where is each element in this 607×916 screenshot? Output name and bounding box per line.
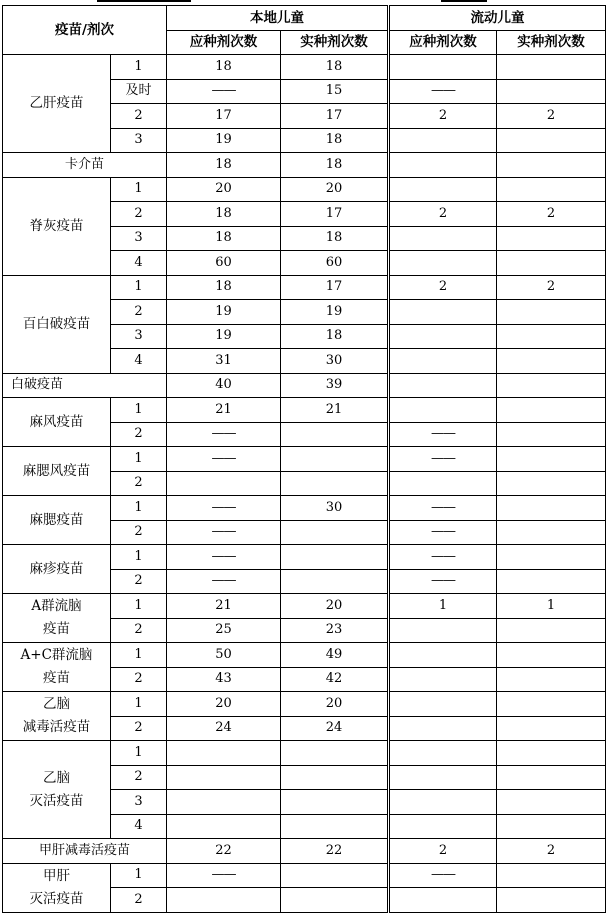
local-actual [281, 520, 389, 545]
migrant-actual [497, 692, 606, 717]
dose-number: 3 [111, 128, 167, 153]
local-actual: 17 [281, 104, 389, 129]
migrant-planned [389, 692, 497, 717]
migrant-actual [497, 422, 606, 447]
local-planned: 19 [167, 324, 281, 349]
dose-number: 3 [111, 790, 167, 815]
migrant-planned [389, 618, 497, 643]
vaccine-name [3, 643, 111, 692]
local-planned: —— [167, 520, 281, 545]
dose-number: 1 [111, 741, 167, 766]
migrant-planned [389, 226, 497, 251]
migrant-planned [389, 790, 497, 815]
local-actual: 18 [281, 128, 389, 153]
migrant-actual [497, 373, 606, 398]
dose-number: 及时 [111, 79, 167, 104]
dose-number: 4 [111, 814, 167, 839]
migrant-planned [389, 373, 497, 398]
local-actual: 23 [281, 618, 389, 643]
local-actual: 18 [281, 226, 389, 251]
migrant-actual: 2 [497, 104, 606, 129]
migrant-actual [497, 55, 606, 80]
migrant-actual [497, 888, 606, 913]
local-actual [281, 814, 389, 839]
dose-number: 2 [111, 569, 167, 594]
migrant-planned [389, 643, 497, 668]
dose-number: 2 [111, 300, 167, 325]
local-actual: 18 [281, 324, 389, 349]
local-actual: 17 [281, 202, 389, 227]
dose-number: 1 [111, 55, 167, 80]
local-planned: 18 [167, 226, 281, 251]
vaccination-table [2, 5, 606, 913]
local-actual: 17 [281, 275, 389, 300]
migrant-planned: —— [389, 447, 497, 472]
vaccine-name: 麻风疫苗 [3, 398, 111, 447]
local-actual [281, 422, 389, 447]
migrant-actual [497, 128, 606, 153]
vaccine-name: 卡介苗 [3, 153, 167, 178]
migrant-actual [497, 447, 606, 472]
table-row [3, 275, 606, 300]
migrant-actual [497, 349, 606, 374]
local-planned [167, 790, 281, 815]
migrant-actual [497, 790, 606, 815]
dose-number: 2 [111, 765, 167, 790]
migrant-actual [497, 300, 606, 325]
migrant-planned: 1 [389, 594, 497, 619]
migrant-actual [497, 618, 606, 643]
table-row [3, 692, 606, 717]
local-children-header: 本地儿童 [167, 6, 389, 31]
dose-number: 4 [111, 251, 167, 276]
table-row [3, 863, 606, 888]
vaccine-name [3, 741, 111, 839]
migrant-actual [497, 177, 606, 202]
local-actual: 60 [281, 251, 389, 276]
migrant-planned: —— [389, 520, 497, 545]
top-rule-right [441, 0, 487, 2]
dose-number: 1 [111, 643, 167, 668]
migrant-planned: —— [389, 545, 497, 570]
table-row [3, 545, 606, 570]
local-planned: 21 [167, 398, 281, 423]
vaccine-name-line2: 灭活疫苗 [29, 792, 84, 809]
table-row [3, 839, 606, 864]
migrant-planned [389, 300, 497, 325]
local-actual: 20 [281, 692, 389, 717]
dose-number: 1 [111, 447, 167, 472]
vaccine-name-line2: 减毒活疫苗 [22, 719, 91, 735]
local-actual [281, 471, 389, 496]
local-actual [281, 790, 389, 815]
migrant-actual: 2 [497, 275, 606, 300]
dose-number: 2 [111, 716, 167, 741]
local-actual: 30 [281, 349, 389, 374]
dose-number: 2 [111, 520, 167, 545]
local-planned-header: 应种剂次数 [167, 30, 281, 55]
migrant-planned: 2 [389, 202, 497, 227]
dose-number: 2 [111, 104, 167, 129]
migrant-planned [389, 177, 497, 202]
vaccine-name-line2: 疫苗 [43, 621, 70, 637]
local-planned: —— [167, 422, 281, 447]
vaccine-name-line1: 甲肝 [43, 867, 70, 884]
migrant-planned [389, 349, 497, 374]
migrant-actual [497, 79, 606, 104]
migrant-planned [389, 741, 497, 766]
vaccine-dose-header: 疫苗/剂次 [3, 6, 167, 55]
local-actual [281, 888, 389, 913]
local-actual: 18 [281, 55, 389, 80]
vaccine-name: 麻疹疫苗 [3, 545, 111, 594]
migrant-planned [389, 128, 497, 153]
dose-number: 1 [111, 496, 167, 521]
local-actual [281, 863, 389, 888]
table-row [3, 55, 606, 80]
migrant-actual [497, 324, 606, 349]
migrant-actual [497, 863, 606, 888]
migrant-planned: —— [389, 79, 497, 104]
migrant-actual: 1 [497, 594, 606, 619]
table-row [3, 643, 606, 668]
migrant-actual-header: 实种剂次数 [497, 30, 606, 55]
dose-number: 2 [111, 422, 167, 447]
migrant-planned [389, 765, 497, 790]
migrant-actual: 2 [497, 202, 606, 227]
dose-number: 1 [111, 398, 167, 423]
vaccine-name [3, 692, 111, 741]
migrant-actual [497, 716, 606, 741]
local-planned: —— [167, 496, 281, 521]
dose-number: 2 [111, 618, 167, 643]
local-planned: —— [167, 863, 281, 888]
local-actual: 22 [281, 839, 389, 864]
migrant-planned [389, 471, 497, 496]
local-actual-header: 实种剂次数 [281, 30, 389, 55]
local-planned: 31 [167, 349, 281, 374]
dose-number: 1 [111, 545, 167, 570]
migrant-actual [497, 251, 606, 276]
migrant-planned [389, 153, 497, 178]
vaccine-name [3, 863, 111, 912]
local-planned: 18 [167, 153, 281, 178]
migrant-planned [389, 251, 497, 276]
local-planned: 50 [167, 643, 281, 668]
local-actual [281, 447, 389, 472]
vaccine-name: 百白破疫苗 [3, 275, 111, 373]
vaccine-name: 白破疫苗 [3, 373, 167, 398]
dose-number: 2 [111, 202, 167, 227]
table-row [3, 447, 606, 472]
local-planned: 22 [167, 839, 281, 864]
migrant-actual [497, 643, 606, 668]
migrant-actual [497, 226, 606, 251]
dose-number: 3 [111, 324, 167, 349]
local-actual [281, 545, 389, 570]
local-planned: 43 [167, 667, 281, 692]
local-planned: 18 [167, 55, 281, 80]
table-row [3, 594, 606, 619]
local-planned: 19 [167, 300, 281, 325]
local-planned: 25 [167, 618, 281, 643]
local-planned: 40 [167, 373, 281, 398]
migrant-planned [389, 667, 497, 692]
migrant-planned: 2 [389, 275, 497, 300]
local-actual: 15 [281, 79, 389, 104]
migrant-planned [389, 814, 497, 839]
migrant-actual: 2 [497, 839, 606, 864]
local-actual: 24 [281, 716, 389, 741]
dose-number: 2 [111, 667, 167, 692]
migrant-actual [497, 471, 606, 496]
dose-number: 1 [111, 863, 167, 888]
dose-number: 1 [111, 692, 167, 717]
local-planned: —— [167, 545, 281, 570]
local-actual: 21 [281, 398, 389, 423]
local-planned: —— [167, 79, 281, 104]
header-row-1 [3, 6, 606, 31]
top-rule-left [97, 0, 191, 2]
local-planned: 18 [167, 202, 281, 227]
local-planned: —— [167, 447, 281, 472]
vaccine-name-line1: A群流脑 [31, 598, 82, 614]
vaccine-name: 麻腮疫苗 [3, 496, 111, 545]
migrant-actual [497, 545, 606, 570]
table-row [3, 398, 606, 423]
local-planned: 24 [167, 716, 281, 741]
local-planned: 20 [167, 177, 281, 202]
migrant-planned [389, 888, 497, 913]
local-planned: 17 [167, 104, 281, 129]
local-actual: 20 [281, 594, 389, 619]
local-planned: 60 [167, 251, 281, 276]
local-actual: 49 [281, 643, 389, 668]
vaccine-name: 乙肝疫苗 [3, 55, 111, 153]
local-planned: 19 [167, 128, 281, 153]
migrant-planned: 2 [389, 104, 497, 129]
vaccine-name-line1: A+C群流脑 [20, 647, 93, 663]
migrant-planned: 2 [389, 839, 497, 864]
dose-number: 3 [111, 226, 167, 251]
table-row [3, 741, 606, 766]
migrant-children-header: 流动儿童 [389, 6, 606, 31]
vaccine-name: 麻腮风疫苗 [3, 447, 111, 496]
vaccine-name: 甲肝减毒活疫苗 [3, 839, 167, 864]
dose-number: 1 [111, 594, 167, 619]
local-actual: 20 [281, 177, 389, 202]
vaccine-name [3, 594, 111, 643]
dose-number: 2 [111, 471, 167, 496]
migrant-actual [497, 569, 606, 594]
local-planned [167, 741, 281, 766]
migrant-actual [497, 520, 606, 545]
table-row [3, 153, 606, 178]
local-planned [167, 814, 281, 839]
local-actual [281, 765, 389, 790]
migrant-planned [389, 398, 497, 423]
vaccine-name-line2: 灭活疫苗 [29, 890, 84, 907]
local-planned [167, 888, 281, 913]
vaccine-name-line1: 乙脑 [43, 769, 70, 786]
migrant-actual [497, 814, 606, 839]
migrant-planned: —— [389, 569, 497, 594]
local-actual: 19 [281, 300, 389, 325]
local-planned [167, 471, 281, 496]
local-actual [281, 741, 389, 766]
vaccine-name-line1: 乙脑 [43, 696, 70, 712]
local-actual [281, 569, 389, 594]
vaccine-name: 脊灰疫苗 [3, 177, 111, 275]
migrant-actual [497, 667, 606, 692]
migrant-actual [497, 496, 606, 521]
local-planned: —— [167, 569, 281, 594]
local-planned: 18 [167, 275, 281, 300]
migrant-planned [389, 55, 497, 80]
migrant-actual [497, 153, 606, 178]
local-actual: 39 [281, 373, 389, 398]
migrant-actual [497, 741, 606, 766]
migrant-planned [389, 716, 497, 741]
local-actual: 42 [281, 667, 389, 692]
local-planned: 21 [167, 594, 281, 619]
local-actual: 30 [281, 496, 389, 521]
table-row [3, 373, 606, 398]
local-planned [167, 765, 281, 790]
migrant-planned [389, 324, 497, 349]
table-row [3, 496, 606, 521]
dose-number: 1 [111, 275, 167, 300]
migrant-actual [497, 765, 606, 790]
table-row [3, 177, 606, 202]
migrant-planned: —— [389, 863, 497, 888]
migrant-planned: —— [389, 422, 497, 447]
dose-number: 4 [111, 349, 167, 374]
dose-number: 1 [111, 177, 167, 202]
migrant-actual [497, 398, 606, 423]
migrant-planned: —— [389, 496, 497, 521]
local-planned: 20 [167, 692, 281, 717]
local-actual: 18 [281, 153, 389, 178]
migrant-planned-header: 应种剂次数 [389, 30, 497, 55]
vaccine-name-line2: 疫苗 [43, 670, 70, 686]
dose-number: 2 [111, 888, 167, 913]
